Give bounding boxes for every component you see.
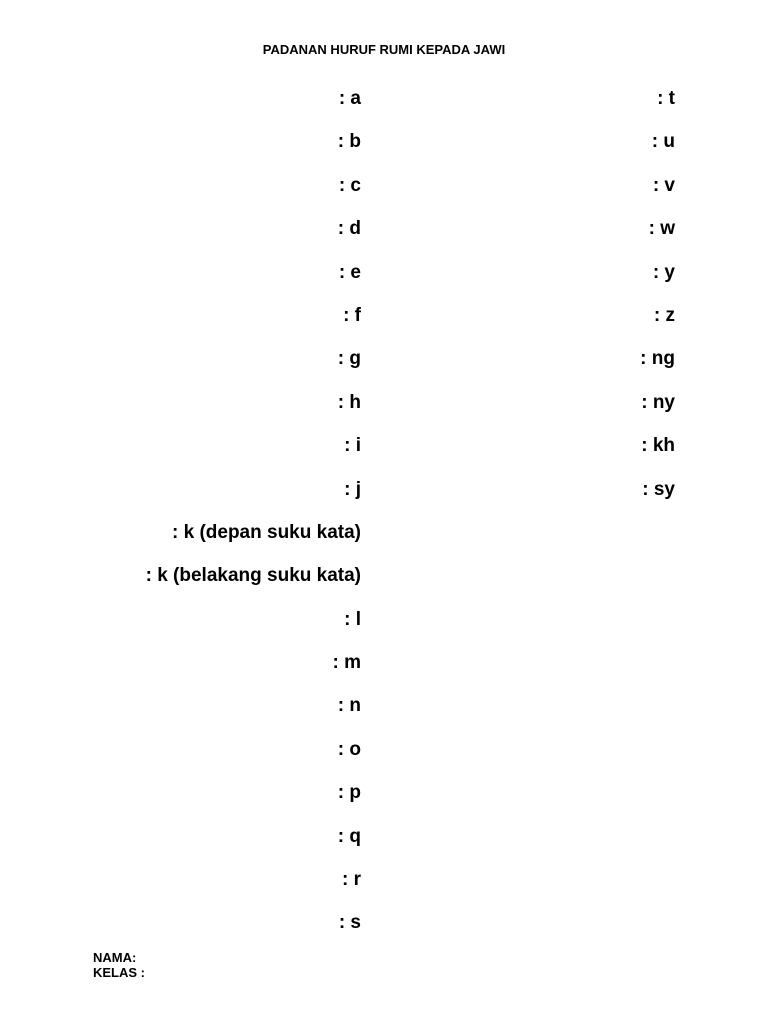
rumi-letter-entry: : f xyxy=(343,304,361,326)
rumi-letter-entry: : u xyxy=(651,131,675,153)
rumi-letter-entry: : n xyxy=(337,695,361,717)
rumi-letter-list-left xyxy=(60,87,361,955)
rumi-letter-entry: : a xyxy=(338,88,361,109)
rumi-letter-entry: : m xyxy=(332,652,361,674)
rumi-letter-entry: : kh xyxy=(641,435,675,457)
rumi-letter-entry: : g xyxy=(337,348,361,370)
rumi-letter-entry: : z xyxy=(653,304,675,326)
rumi-letter-list-right xyxy=(480,87,675,521)
rumi-letter-entry: : o xyxy=(337,738,361,760)
rumi-letter-entry: : b xyxy=(337,131,361,153)
rumi-letter-entry: : ny xyxy=(641,391,675,413)
rumi-letter-entry: : c xyxy=(338,174,361,196)
rumi-letter-entry: : ng xyxy=(640,348,675,370)
rumi-letter-entry: : h xyxy=(337,391,361,413)
rumi-letter-entry: : p xyxy=(337,782,361,804)
rumi-letter-entry: : l xyxy=(344,608,361,630)
rumi-letter-entry: : i xyxy=(344,435,361,457)
rumi-letter-entry: : k (depan suku kata) xyxy=(172,521,361,543)
rumi-letter-entry: : s xyxy=(338,912,361,934)
rumi-letter-entry: : q xyxy=(337,825,361,847)
class-label: KELAS : xyxy=(93,965,145,980)
rumi-letter-entry: : r xyxy=(342,869,361,891)
rumi-letter-entry: : sy xyxy=(642,478,675,500)
rumi-letter-entry: : d xyxy=(337,218,361,240)
rumi-letter-entry: : k (belakang suku kata) xyxy=(145,565,361,587)
rumi-letter-entry: : t xyxy=(657,88,675,109)
rumi-letter-entry: : w xyxy=(648,218,675,240)
rumi-letter-entry: : v xyxy=(652,174,675,196)
rumi-letter-entry: : j xyxy=(344,478,361,500)
page-title: PADANAN HURUF RUMI KEPADA JAWI xyxy=(262,42,506,57)
name-label: NAMA: xyxy=(93,950,137,965)
student-info xyxy=(93,950,145,980)
rumi-letter-entry: : e xyxy=(338,261,361,283)
rumi-letter-entry: : y xyxy=(652,261,675,283)
